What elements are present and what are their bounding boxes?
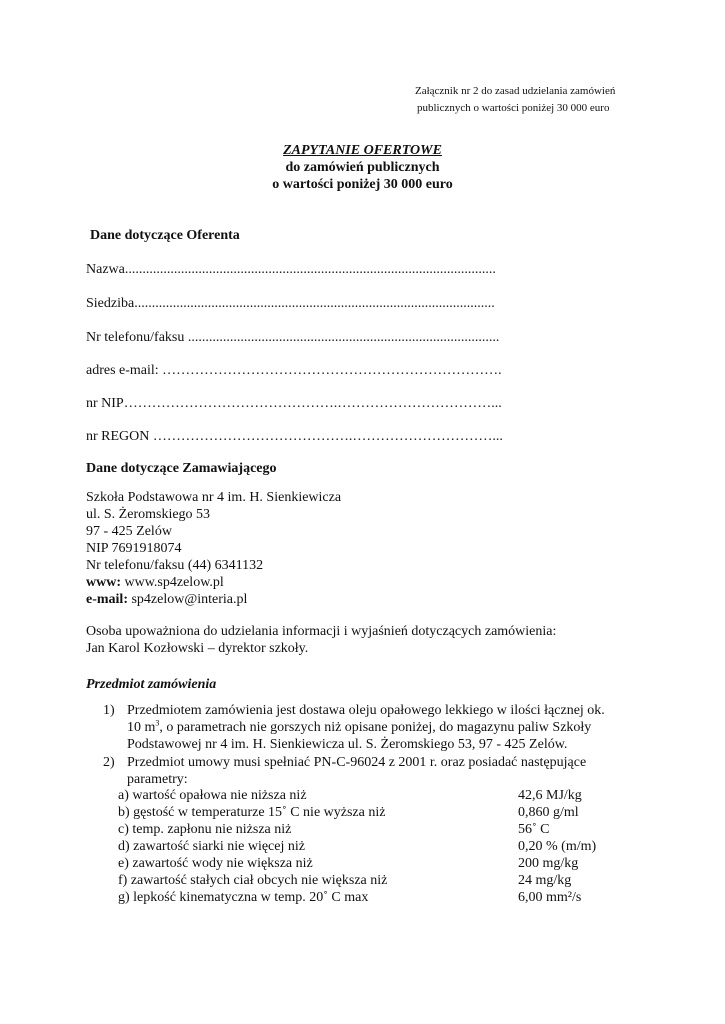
contact-line-1: Osoba upoważniona do udzielania informacji i wyjaśnień dotyczących zamówienia: — [86, 624, 557, 639]
item-1-line-2-rest: , o parametrach nie gorszych niż opisane poniżej, do magazynu paliw Szkoły — [159, 720, 592, 735]
parameter-label: f) zawartość stałych ciał obcych nie większa niż — [118, 873, 388, 888]
orderer-school: Szkoła Podstawowa nr 4 im. H. Sienkiewicza — [86, 490, 342, 505]
field-phone-fax: Nr telefonu/faksu ......................................................................................... — [86, 330, 500, 345]
offeror-heading: Dane dotyczące Oferenta — [90, 228, 240, 243]
contact-line-2: Jan Karol Kozłowski – dyrektor szkoły. — [86, 641, 309, 656]
email-link[interactable]: sp4zelow@interia.pl — [127, 592, 248, 607]
parameter-label: c) temp. zapłonu nie niższa niż — [118, 822, 292, 837]
parameter-row — [118, 788, 718, 805]
field-nip: nr NIP……………………………………….……………………………... — [86, 396, 502, 411]
orderer-city: 97 - 425 Zelów — [86, 524, 172, 539]
item-1-volume: 10 m — [127, 720, 156, 735]
title-line-1: ZAPYTANIE OFERTOWE — [283, 143, 442, 158]
parameter-label: a) wartość opałowa nie niższa niż — [118, 788, 307, 803]
item-1-line-1: Przedmiotem zamówienia jest dostawa oleju opałowego lekkiego w ilości łącznej ok. — [127, 703, 605, 718]
contact-person — [86, 623, 556, 657]
parameter-value: 42,6 MJ/kg — [518, 788, 582, 803]
orderer-nip: NIP 7691918074 — [86, 541, 182, 556]
parameter-row — [118, 805, 718, 822]
parameter-label: e) zawartość wody nie większa niż — [118, 856, 313, 871]
parameter-value: 0,860 g/ml — [518, 805, 579, 820]
parameter-value: 56˚ C — [518, 822, 550, 837]
parameter-row — [118, 873, 718, 890]
orderer-email — [86, 591, 341, 608]
parameter-label: g) lepkość kinematyczna w temp. 20˚ C max — [118, 890, 369, 905]
parameter-value: 6,00 mm²/s — [518, 890, 582, 905]
orderer-street: ul. S. Żeromskiego 53 — [86, 507, 211, 522]
parameter-row — [118, 839, 718, 856]
parameters-list — [118, 788, 718, 908]
field-email: adres e-mail: ………………………………………………………………. — [86, 363, 502, 378]
www-link[interactable]: www.sp4zelow.pl — [121, 575, 224, 590]
parameter-row — [118, 856, 718, 873]
item-1-line-3: Podstawowej nr 4 im. H. Sienkiewicza ul. S. Żeromskiego 53, 97 - 425 Zelów. — [127, 737, 568, 752]
parameter-label: b) gęstość w temperaturze 15˚ C nie wyższa niż — [118, 805, 386, 820]
annex-line-2: publicznych o wartości poniżej 30 000 euro — [417, 102, 610, 114]
item-2-line-1: Przedmiot umowy musi spełniać PN-C-96024 z 2001 r. oraz posiadać następujące — [127, 755, 587, 770]
subject-heading: Przedmiot zamówienia — [86, 677, 217, 692]
item-1-volume-unit-exponent: 3 — [155, 718, 160, 728]
item-1-line-2 — [127, 719, 605, 736]
parameter-row — [118, 890, 718, 907]
parameter-label: d) zawartość siarki nie więcej niż — [118, 839, 305, 854]
orderer-heading: Dane dotyczące Zamawiającego — [86, 461, 277, 476]
item-2-line-2: parametry: — [127, 772, 188, 787]
parameter-value: 24 mg/kg — [518, 873, 572, 888]
title-line-2: do zamówień publicznych — [285, 160, 440, 175]
field-name: Nazwa.......................................................................................................... — [86, 262, 496, 277]
document-title — [0, 142, 725, 193]
field-regon: nr REGON …………………………………….…………………………... — [86, 429, 503, 444]
parameter-value: 200 mg/kg — [518, 856, 579, 871]
parameter-value: 0,20 % (m/m) — [518, 839, 597, 854]
field-address: Siedziba....................................................................................................... — [86, 296, 495, 311]
email-label: e-mail: — [86, 592, 128, 607]
title-line-3: o wartości poniżej 30 000 euro — [272, 177, 453, 192]
orderer-phone: Nr telefonu/faksu (44) 6341132 — [86, 558, 264, 573]
annex-note — [415, 83, 615, 117]
item-1-number: 1) — [103, 703, 115, 718]
parameter-row — [118, 822, 718, 839]
item-2-number: 2) — [103, 755, 115, 770]
orderer-address-block — [86, 489, 341, 608]
item-2-text — [127, 754, 586, 788]
orderer-www — [86, 574, 341, 591]
annex-line-1: Załącznik nr 2 do zasad udzielania zamówień — [415, 85, 616, 97]
www-label: www: — [86, 575, 121, 590]
item-1-text — [127, 702, 605, 753]
